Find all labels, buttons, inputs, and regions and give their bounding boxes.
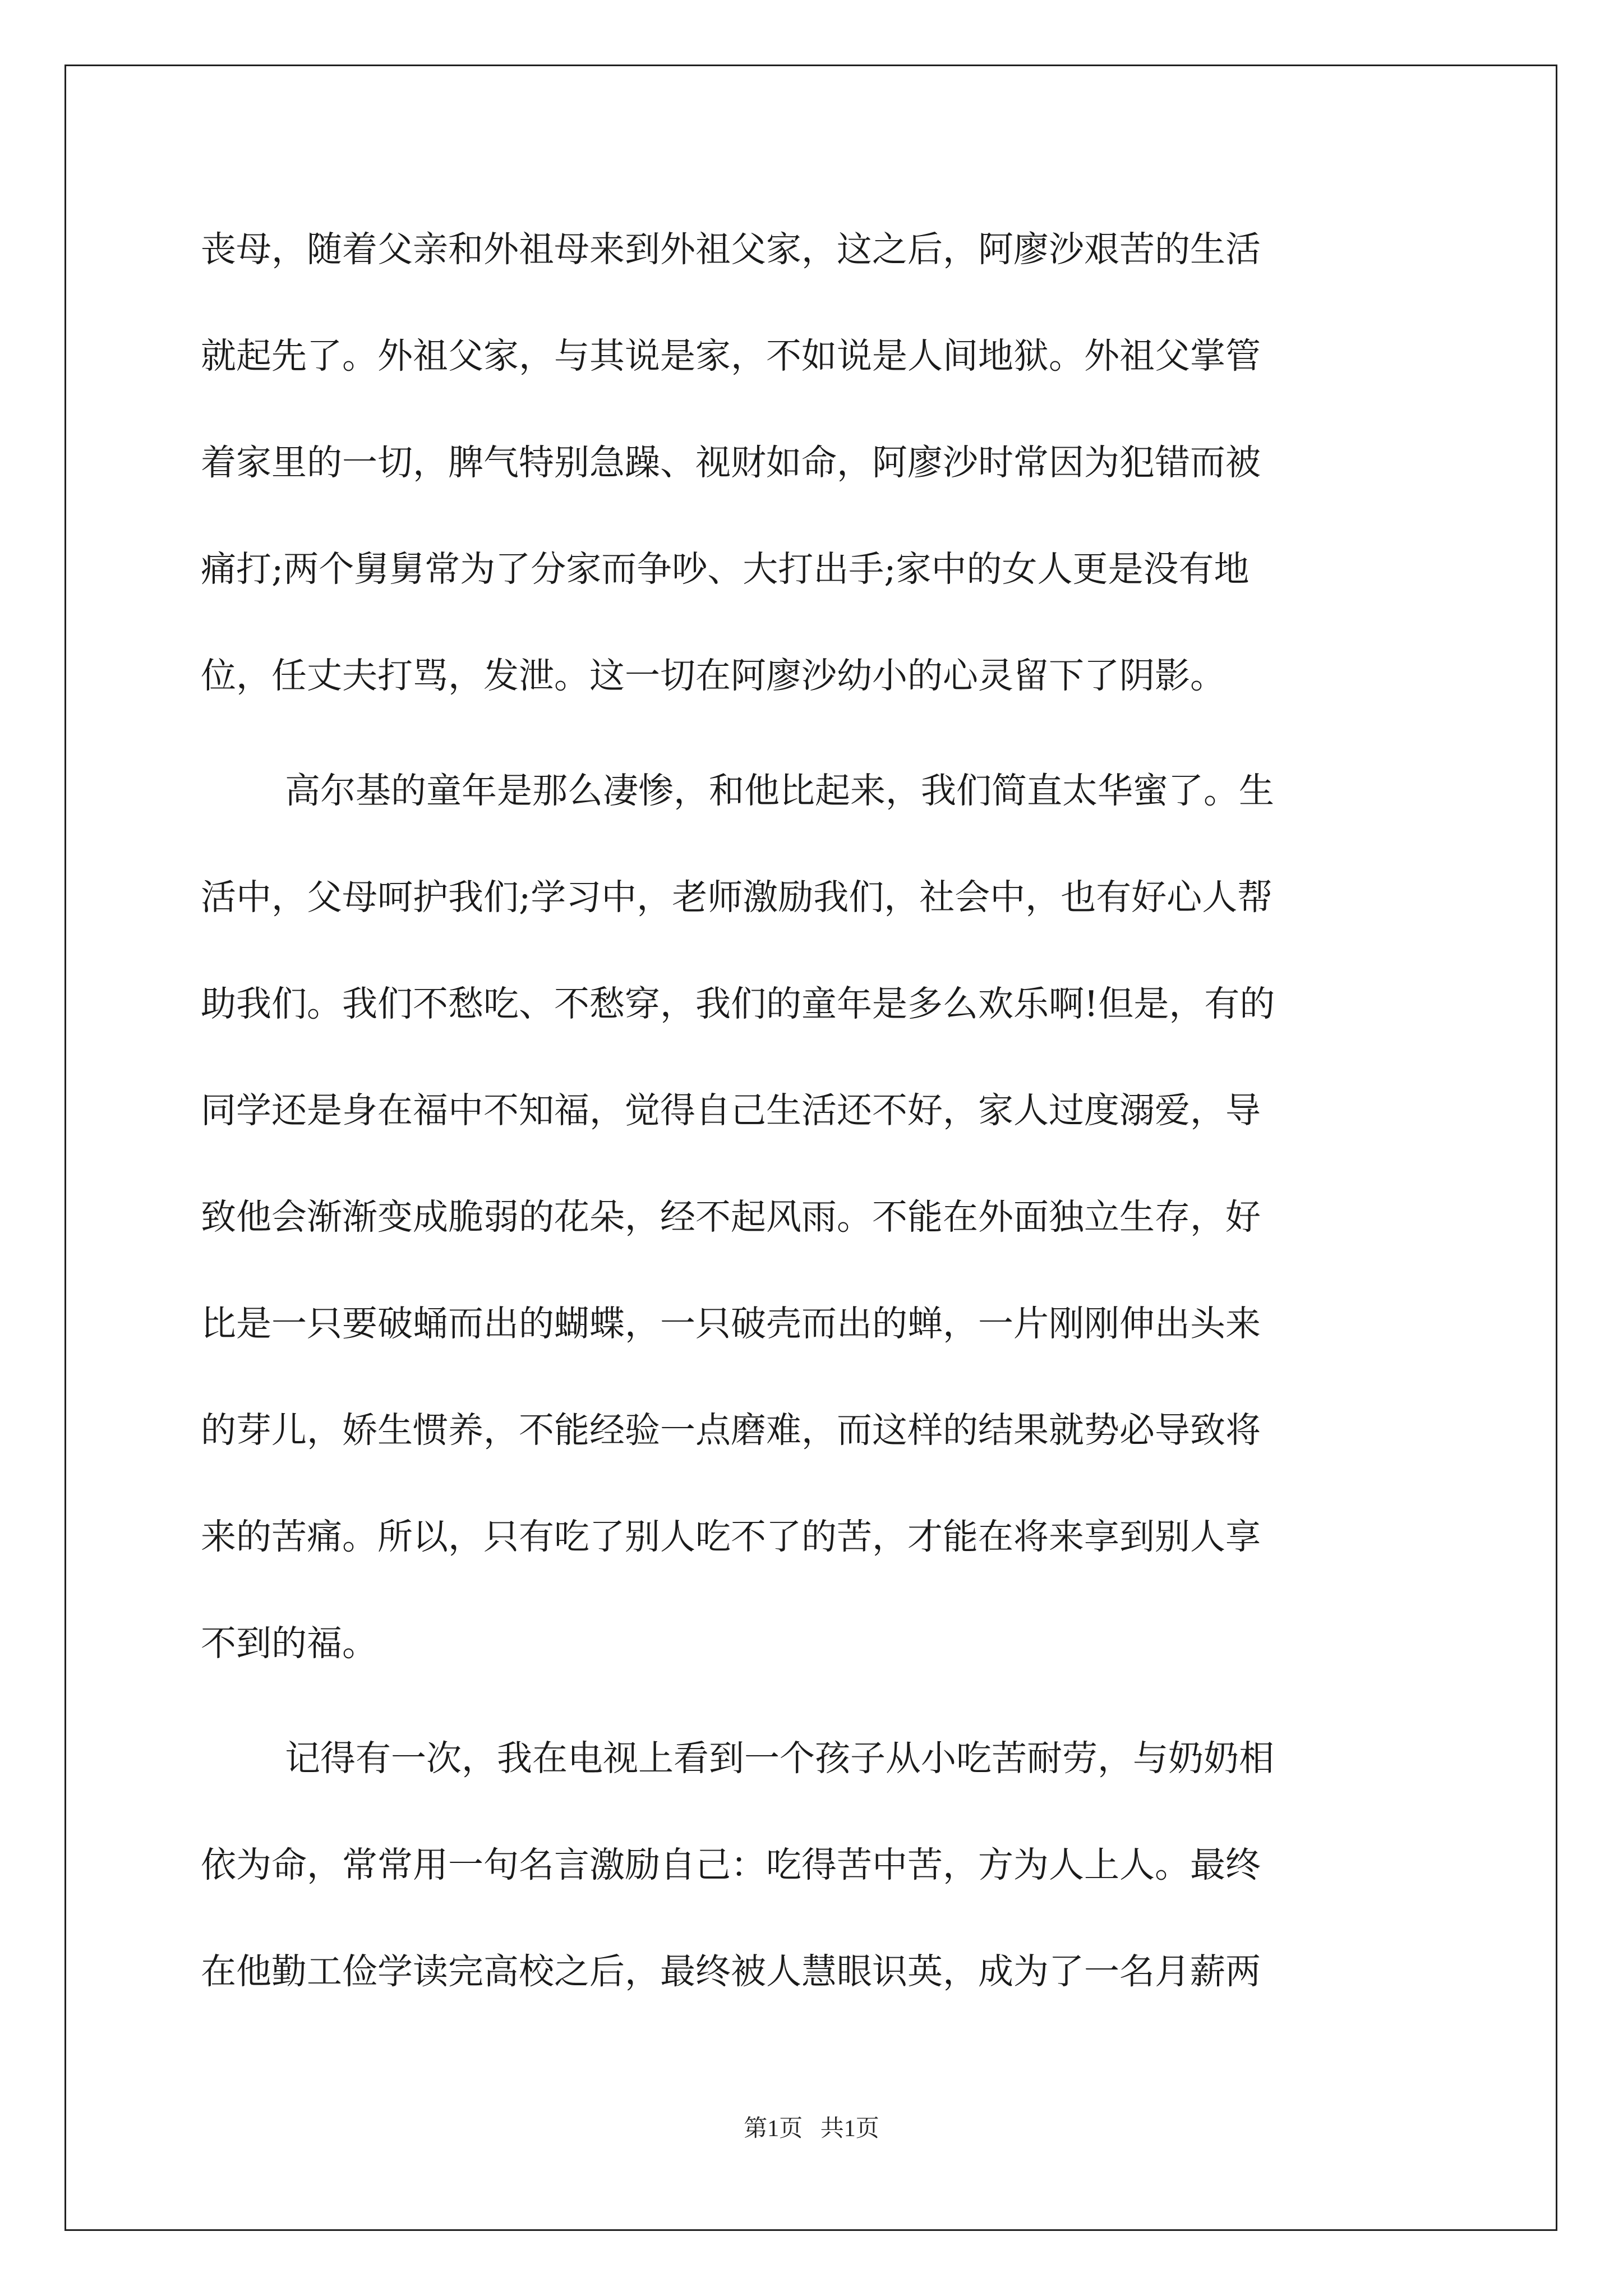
text-line: 位，任丈夫打骂，发泄。这一切在阿廖沙幼小的心灵留下了阴影。 [201, 655, 1225, 696]
page-number-footer: 第1页 共1页 [744, 2116, 879, 2142]
page-border [64, 65, 1557, 2231]
text-line: 不到的福。 [201, 1623, 377, 1664]
text-line: 依为命，常常用一句名言激励自己：吃得苦中苦，方为人上人。最终 [201, 1844, 1261, 1885]
text-line: 来的苦痛。所以，只有吃了别人吃不了的苦，才能在将来享到别人享 [201, 1516, 1261, 1557]
text-line: 的芽儿，娇生惯养，不能经验一点磨难，而这样的结果就势必导致将 [201, 1410, 1261, 1451]
text-line: 在他勤工俭学读完高校之后，最终被人慧眼识英，成为了一名月薪两 [201, 1951, 1261, 1992]
text-line: 助我们。我们不愁吃、不愁穿，我们的童年是多么欢乐啊!但是，有的 [201, 983, 1275, 1024]
text-line: 比是一只要破蛹而出的蝴蝶，一只破壳而出的蝉，一片刚刚伸出头来 [201, 1303, 1261, 1344]
text-line: 痛打;两个舅舅常为了分家而争吵、大打出手;家中的女人更是没有地 [201, 549, 1249, 590]
text-line: 着家里的一切，脾气特别急躁、视财如命，阿廖沙时常因为犯错而被 [201, 442, 1261, 483]
paragraph-first-line: 高尔基的童年是那么凄惨，和他比起来，我们简直太华蜜了。生 [285, 770, 1274, 811]
text-line: 就起先了。外祖父家，与其说是家，不如说是人间地狱。外祖父掌管 [201, 335, 1261, 376]
text-line: 丧母，随着父亲和外祖母来到外祖父家，这之后，阿廖沙艰苦的生活 [201, 229, 1261, 270]
paragraph-first-line: 记得有一次，我在电视上看到一个孩子从小吃苦耐劳，与奶奶相 [285, 1738, 1274, 1779]
text-line: 致他会渐渐变成脆弱的花朵，经不起风雨。不能在外面独立生存，好 [201, 1197, 1261, 1237]
text-line: 同学还是身在福中不知福，觉得自己生活还不好，家人过度溺爱，导 [201, 1090, 1261, 1131]
text-line: 活中，父母呵护我们;学习中，老师激励我们，社会中，也有好心人帮 [201, 877, 1273, 918]
